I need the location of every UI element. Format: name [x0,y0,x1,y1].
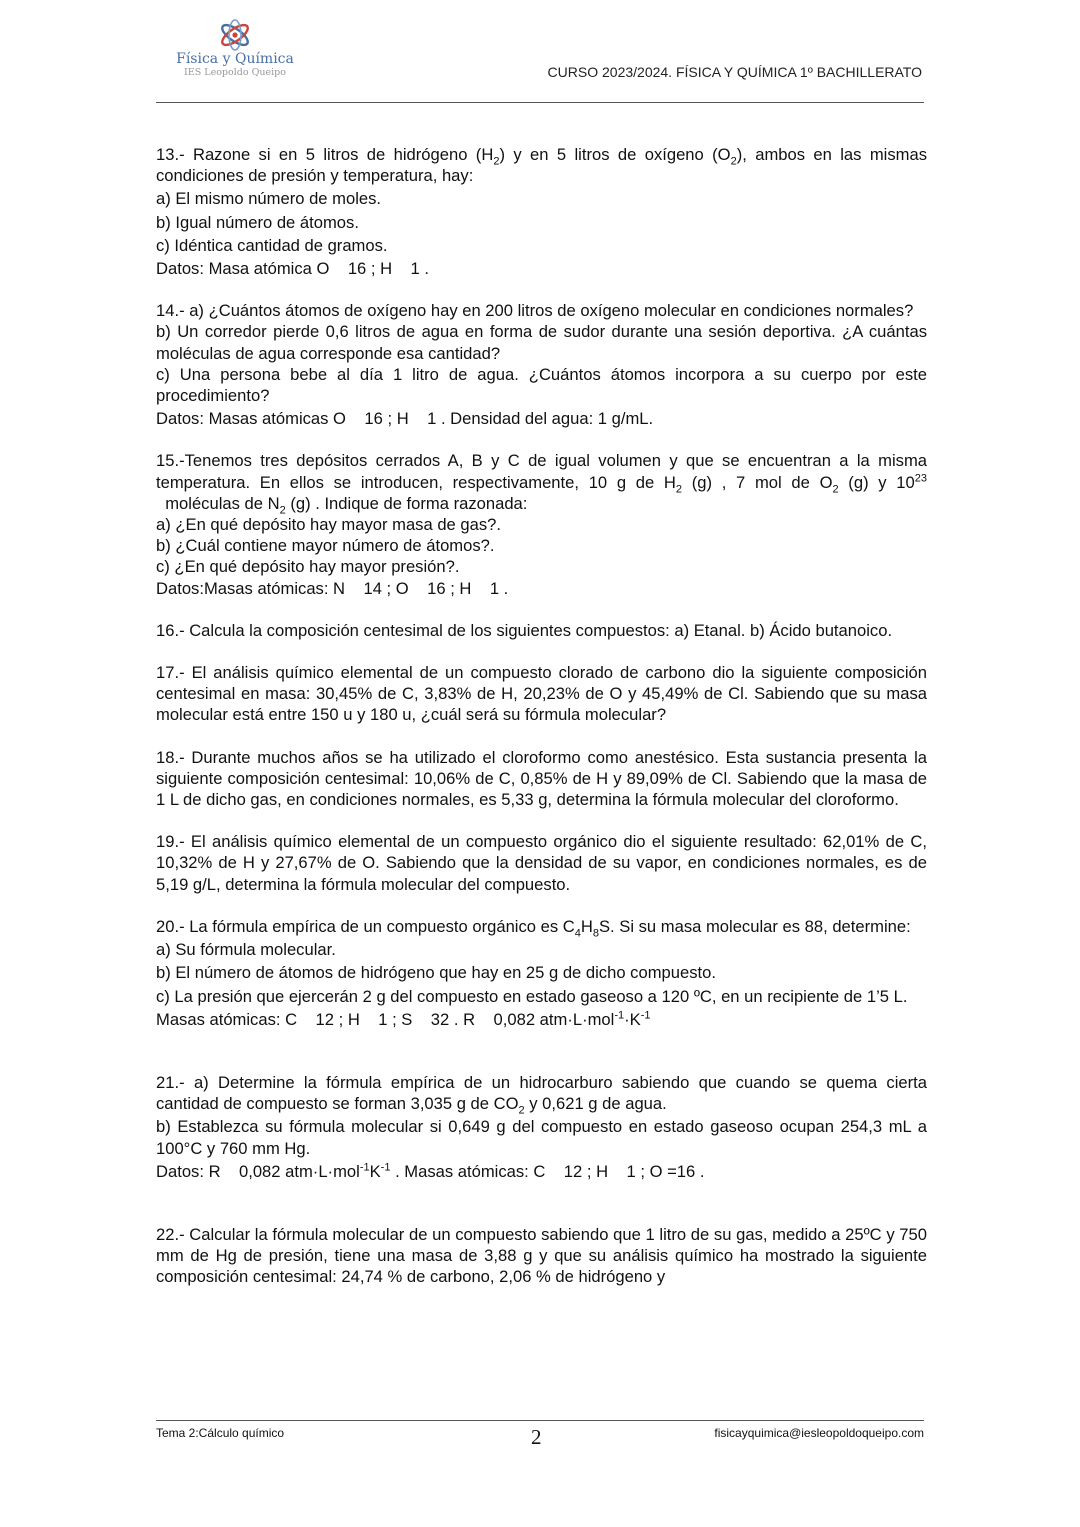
question-20-data: Masas atómicas: C 12 ; H 1 ; S 32 . R 0,082 $atm\cdot L\cdot mol^{-1}\cdot K^{-1}$ [156,1009,651,1029]
question-17 [156,662,927,726]
question-14-data: Datos: Masas atómicas O 16 ; H 1 . Densidad del agua: 1 g/mL. [156,409,654,429]
question-22-text: 22.- Calcular la fórmula molecular de un compuesto sabiendo que 1 litro de su gas, medido a 25ºC y 750 mm de Hg de presión, tiene una masa de 3,88 g y que su análisis químico ha mostrado la siguiente composición centesimal: 24,74 % de carbono, 2,06 % de hidrógeno y [156,1224,927,1287]
question-21-b: b) Establezca su fórmula molecular si 0,649 g del compuesto en estado gaseoso ocupan 254,3 mL a 100°C y 760 mm Hg. [156,1117,927,1158]
question-15-a: a) ¿En qué depósito hay mayor masa de gas?. [156,515,501,535]
header-divider [156,102,924,103]
question-19 [156,831,927,895]
logo-title: Física y Química [176,51,294,67]
question-19-text: 19.- El análisis químico elemental de un compuesto orgánico dio el siguiente resultado: 62,01% de C, 10,32% de H y 27,67% de O. Sabiendo que la densidad de su vapor, en condiciones normales, es de 5,19 g/L, determina la fórmula molecular del compuesto. [156,832,927,894]
question-21-a: 21.- a) Determine la fórmula empírica de un hidrocarburo sabiendo que cuando se quema cierta cantidad de compuesto se forman 3,035 g de $CO_2$ y 0,621 g de agua. [156,1072,927,1117]
question-14-c: c) Una persona bebe al día 1 litro de agua. ¿Cuántos átomos incorpora a su cuerpo por este procedimiento? [156,364,927,406]
question-15-c: c) ¿En qué depósito hay mayor presión?. [156,557,460,577]
question-13-data: Datos: Masa atómica O 16 ; H 1 . [156,259,429,279]
question-21 [156,1072,927,1182]
question-22 [156,1224,927,1288]
footer-topic: Tema 2:Cálculo químico [156,1426,285,1440]
question-14-a: 14.- a) ¿Cuántos átomos de oxígeno hay en 200 litros de oxígeno molecular en condiciones normales? [156,301,914,321]
footer-divider [156,1420,924,1421]
footer-email: fisicayquimica@iesleopoldoqueipo.com [714,1426,924,1440]
question-17-text: 17.- El análisis químico elemental de un compuesto clorado de carbono dio la siguiente composición centesimal en masa: 30,45% de C, 3,83% de H, 20,23% de O y 45,49% de Cl. Sabiendo que su masa molecular está entre 150 u y 180 u, ¿cuál será su fórmula molecular? [156,663,927,725]
exercise-list [156,144,927,1309]
question-20-c: c) La presión que ejercerán 2 g del compuesto en estado gaseoso a 120 ºC, en un recipiente de 1’5 L. [156,986,908,1006]
question-20 [156,916,927,1030]
question-18-text: 18.- Durante muchos años se ha utilizado el cloroformo como anestésico. Esta sustancia presenta la siguiente composición centesimal: 10,06% de C, 0,85% de H y 89,09% de Cl. Sabiendo que la masa de 1 L de dicho gas, en condiciones normales, es 5,33 g, determina la fórmula molecular del cloroformo. [156,747,927,810]
question-16-text: 16.- Calcula la composición centesimal de los siguientes compuestos: a) Etanal. b) Ácido butanoico. [156,620,893,640]
question-13-a: a) El mismo número de moles. [156,189,382,209]
question-15-b: b) ¿Cuál contiene mayor número de átomos?. [156,536,495,556]
question-15-data: Datos:Masas atómicas: N 14 ; O 16 ; H 1 . [156,578,509,598]
question-16 [156,620,927,641]
question-14-b: b) Un corredor pierde 0,6 litros de agua en forma de sudor durante una sesión deportiva. ¿A cuántas moléculas de agua corresponde esa cantidad? [156,322,927,363]
question-18 [156,747,927,811]
page-footer [156,1420,924,1449]
question-20-statement: 20.- La fórmula empírica de un compuesto orgánico es $C_4H_8S$. Si su masa molecular es 88, determine: [156,916,911,940]
question-13-statement: 13.- Razone si en 5 litros de hidrógeno $(H_2)$ y en 5 litros de oxígeno $(O_2)$, ambos en las mismas condiciones de presión y temperatura, hay: [156,145,927,186]
page-header [156,18,924,104]
school-logo [170,18,300,88]
question-13 [156,144,927,279]
atom-logo-icon [217,18,253,52]
question-14 [156,300,927,429]
course-title: CURSO 2023/2024. FÍSICA Y QUÍMICA 1º BACHILLERATO [547,64,922,80]
question-20-b: b) El número de átomos de hidrógeno que hay en 25 g de dicho compuesto. [156,963,716,983]
question-15 [156,450,927,598]
question-15-statement: 15.-Tenemos tres depósitos cerrados A, B y C de igual volumen y que se encuentran a la misma temperatura. En ellos se introducen, respectivamente, 10 g de $H_2$ (g) , 7 mol de $O_2$ (g) y $10^{23}$ moléculas de $N_2$ (g) . Indique de forma razonada: [156,451,927,517]
question-21-data: Datos: R 0,082 $atm\cdot L\cdot mol^{-1}K^{-1}$ . Masas atómicas: C 12 ; H 1 ; O =16 . [156,1161,705,1181]
page-number: 2 [531,1425,542,1449]
question-13-c: c) Idéntica cantidad de gramos. [156,235,388,255]
question-20-a: a) Su fórmula molecular. [156,940,336,960]
logo-subtitle: IES Leopoldo Queipo [184,67,286,78]
question-13-b: b) Igual número de átomos. [156,212,359,232]
